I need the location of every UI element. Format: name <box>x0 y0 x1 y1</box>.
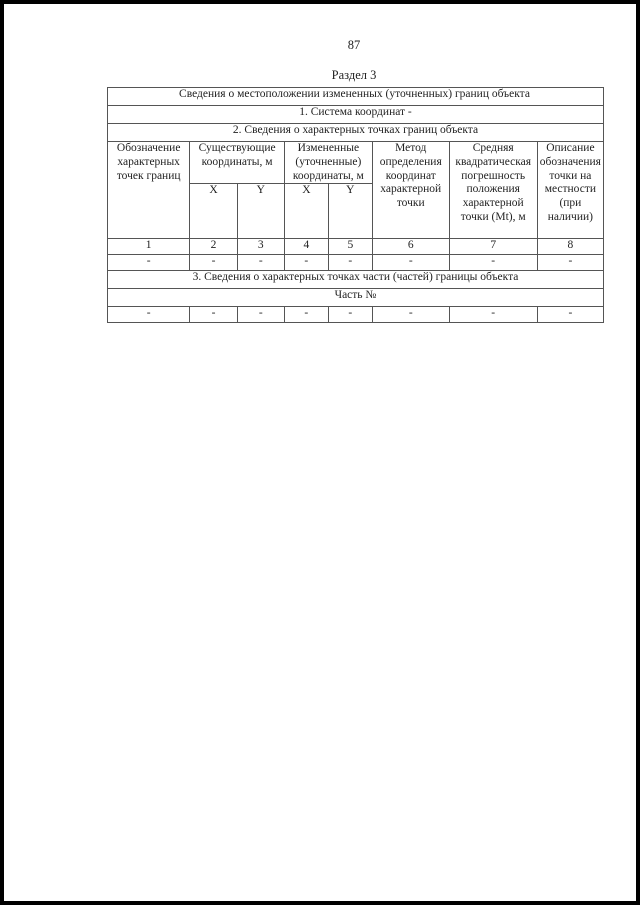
table-cell: - <box>284 255 328 271</box>
header-existing-x: X <box>190 184 237 239</box>
column-number: 5 <box>328 239 372 255</box>
column-number: 3 <box>237 239 284 255</box>
table-cell: - <box>537 307 603 323</box>
header-row <box>108 142 604 184</box>
table-cell: - <box>449 307 537 323</box>
table-cell: - <box>372 307 449 323</box>
table-cell: - <box>108 255 190 271</box>
table-title-row <box>108 88 604 106</box>
header-changed-coords: Измененные (уточненные) координаты, м <box>284 142 372 184</box>
table-cell: - <box>284 307 328 323</box>
table-cell: - <box>190 307 237 323</box>
column-number: 2 <box>190 239 237 255</box>
header-existing-coords: Существующие координаты, м <box>190 142 285 184</box>
table-row <box>108 255 604 271</box>
coordinate-system: 1. Система координат - <box>108 106 604 124</box>
table-cell: - <box>328 307 372 323</box>
page-number: 87 <box>347 38 361 52</box>
header-rms-error: Средняя квадратическая погрешность положения характерной точки (Mt), м <box>449 142 537 239</box>
column-number: 8 <box>537 239 603 255</box>
document-page <box>4 4 636 901</box>
part-label-row <box>108 289 604 307</box>
part-label: Часть № <box>108 289 604 307</box>
part-points-heading: 3. Сведения о характерных точках части (частей) границы объекта <box>108 271 604 289</box>
header-changed-y: Y <box>328 184 372 239</box>
characteristic-points-heading-row <box>108 124 604 142</box>
column-number: 4 <box>284 239 328 255</box>
header-existing-y: Y <box>237 184 284 239</box>
table-cell: - <box>237 255 284 271</box>
column-number: 1 <box>108 239 190 255</box>
coordinate-system-row <box>108 106 604 124</box>
header-changed-x: X <box>284 184 328 239</box>
table-row <box>108 307 604 323</box>
boundary-table <box>107 87 604 323</box>
section-title: Раздел 3 <box>331 68 377 82</box>
table-cell: - <box>190 255 237 271</box>
column-number-row <box>108 239 604 255</box>
column-number: 6 <box>372 239 449 255</box>
header-description: Описание обозначения точки на местности (при наличии) <box>537 142 603 239</box>
table-title: Сведения о местоположении измененных (уточненных) границ объекта <box>108 88 604 106</box>
table-cell: - <box>328 255 372 271</box>
header-method: Метод определения координат характерной точки <box>372 142 449 239</box>
characteristic-points-heading: 2. Сведения о характерных точках границ объекта <box>108 124 604 142</box>
table-cell: - <box>237 307 284 323</box>
table-cell: - <box>108 307 190 323</box>
part-points-heading-row <box>108 271 604 289</box>
table-cell: - <box>449 255 537 271</box>
column-number: 7 <box>449 239 537 255</box>
table-cell: - <box>537 255 603 271</box>
header-designation: Обозначение характерных точек границ <box>108 142 190 239</box>
table-cell: - <box>372 255 449 271</box>
